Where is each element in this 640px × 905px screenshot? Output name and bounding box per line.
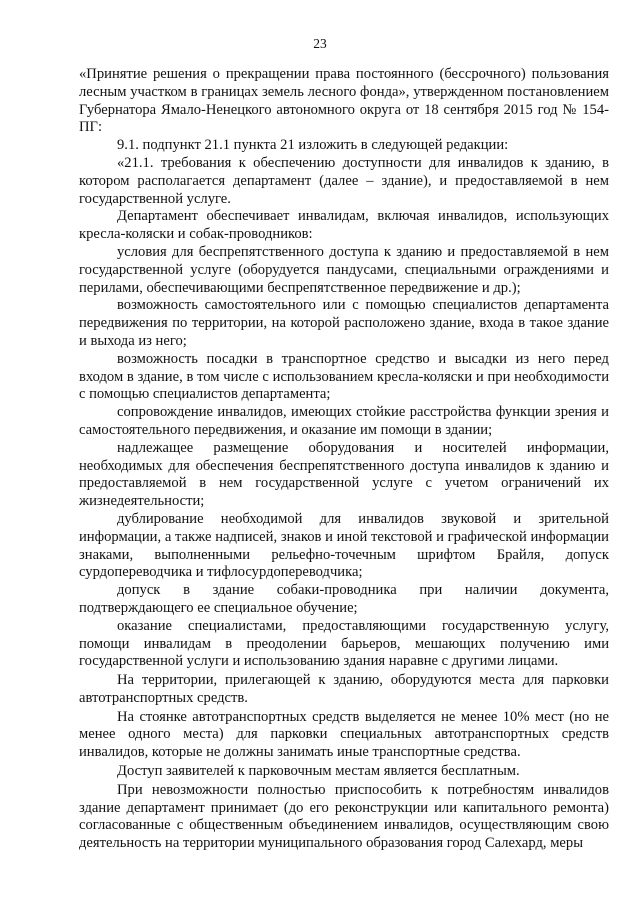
paragraph-access-conditions: условия для беспрепятственного доступа к зданию и предоставляемой в нем государственной услуге (оборудуется пандусами, специальными ограждениями и перилами, обеспечивающими беспрепятственное передвижение и др.); — [79, 243, 609, 296]
paragraph-guide-dog-admission: допуск в здание собаки-проводника при наличии документа, подтверждающего ее специальное обучение; — [79, 582, 609, 616]
paragraph-information-duplication: дублирование необходимой для инвалидов звуковой и зрительной информации, а также надписей, знаков и иной текстовой и графической информации знаками, выполненными рельефно-точечным шрифтом Брайля, допуск сурдопереводчика и тифлосурдопереводчика; — [79, 510, 609, 581]
paragraph-subclause-9-1: 9.1. подпункт 21.1 пункта 21 изложить в следующей редакции: — [117, 137, 509, 154]
paragraph-department-provides: Департамент обеспечивает инвалидам, включая инвалидов, использующих кресла-коляски и собак-проводников: — [79, 208, 609, 243]
paragraph-vehicle-boarding: возможность посадки в транспортное средство и высадки из него перед входом в здание, в том числе с использованием кресла-коляски и при необходимости с помощью специалистов департамента; — [79, 350, 609, 403]
paragraph-regulation-title: «Принятие решения о прекращении права постоянного (бессрочного) пользования лесным участком в границах земель лесного фонда», утвержденном постановлением Губернатора Ямало-Ненецкого автономного округа от 18 сентября 2015 год № 154-ПГ: — [79, 66, 609, 136]
paragraph-specialist-assistance: оказание специалистами, предоставляющими государственную услугу, помощи инвалидам в преодолении барьеров, мешающих получению ими государственной услуги и использованию здания наравне с другими лицами. — [79, 617, 609, 670]
document-body — [79, 66, 609, 853]
paragraph-free-parking: Доступ заявителей к парковочным местам является бесплатным. — [117, 763, 520, 780]
paragraph-parking-territory: На территории, прилегающей к зданию, оборудуются места для парковки автотранспортных средств. — [79, 672, 609, 706]
paragraph-escort: сопровождение инвалидов, имеющих стойкие расстройства функции зрения и самостоятельного передвижения, и оказание им помощи в здании; — [79, 404, 609, 438]
page-number: 23 — [313, 36, 327, 51]
paragraph-equipment-placement: надлежащее размещение оборудования и носителей информации, необходимых для обеспечения беспрепятственного доступа инвалидов к зданию и предоставляемой в нем государственной услуге с учетом ограничений их жизнедеятельности; — [79, 439, 609, 510]
paragraph-movement-possibility: возможность самостоятельного или с помощью специалистов департамента передвижения по территории, на которой расположено здание, входа в такое здание и выхода из него; — [79, 297, 609, 349]
paragraph-adaptation-measures: При невозможности полностью приспособить к потребностям инвалидов здание департамент принимает (до его реконструкции или капитального ремонта) согласованные с общественным объединением инвалидов, осуществляющим свою деятельность на территории муниципального образования город Салехард, меры — [79, 781, 609, 852]
paragraph-requirement-21-1: «21.1. требования к обеспечению доступности для инвалидов к зданию, в котором располагается департамент (далее – здание), и предоставляемой в нем государственной услуге. — [79, 154, 609, 207]
paragraph-parking-allocation: На стоянке автотранспортных средств выделяется не менее 10% мест (но не менее одного места) для парковки специальных автотранспортных средств инвалидов, которые не должны занимать иные транспортные средства. — [79, 708, 609, 761]
